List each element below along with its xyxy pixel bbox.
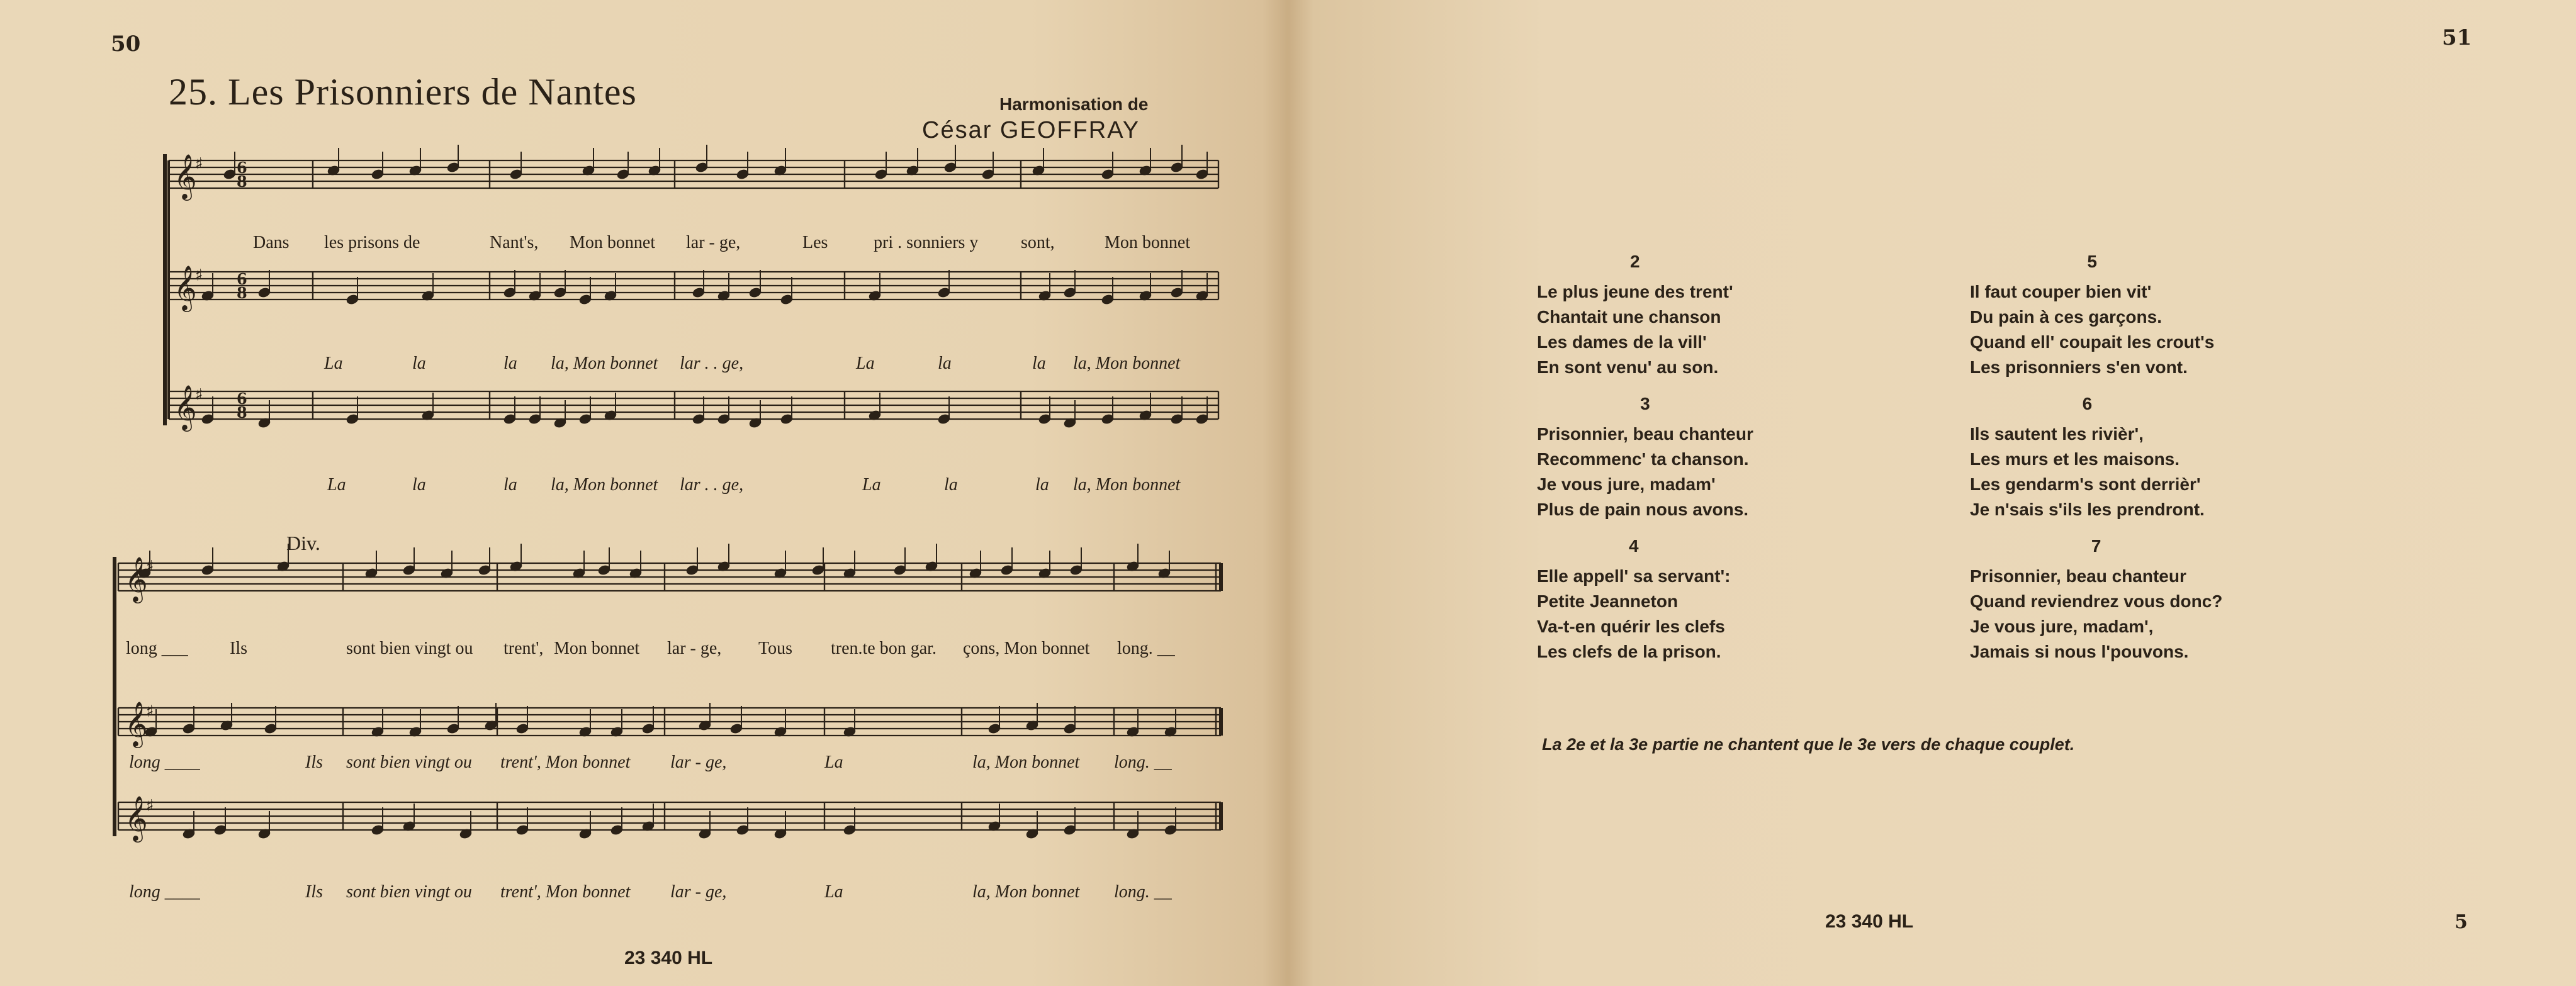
stanza-line: Recommenc' ta chanson. [1537,449,1749,469]
lyric-syllable: sont, [1021,233,1055,252]
sharp-key-signature: ♯ [146,797,154,815]
right-page [1278,0,2576,986]
stanza-line: Ils sautent les rivièr', [1970,424,2144,444]
lyric-syllable: Mon bonnet [1105,233,1191,252]
page-number: 51 [2442,25,2472,50]
page-number: 50 [111,31,141,57]
stanza-line: Les murs et les maisons. [1970,449,2180,469]
stanza-line: Il faut couper bien vit' [1970,282,2152,301]
lyric-syllable: Ils [230,639,247,658]
stanza-line: Je n'sais s'ils les prendront. [1970,500,2205,519]
stanza-line: Elle appell' sa servant': [1537,566,1731,586]
lyric-syllable: trent', Mon bonnet [500,753,631,772]
stanza-3 [1537,391,1753,522]
stanza-line: Prisonnier, beau chanteur [1970,566,2186,586]
stanza-line: Chantait une chanson [1537,307,1721,327]
lyric-syllable: long. __ [1117,639,1175,658]
time-signature: 6 [237,159,247,177]
lyric-syllable: la, Mon bonnet [1073,475,1181,495]
lyric-syllable: lar - ge, [686,233,741,252]
stanza-4 [1537,534,1730,664]
sharp-key-signature: ♯ [146,557,154,576]
stanza-number: 7 [2091,536,2101,556]
lyric-syllable: Les [802,233,828,252]
stanza-6 [1970,391,2205,522]
lyric-syllable: trent', Mon bonnet [500,882,631,902]
lyric-syllable: La [824,753,843,772]
lyric-syllable: sont bien vingt ou [346,753,472,772]
stanza-2 [1537,249,1733,380]
treble-clef: 𝄞 [174,153,197,199]
lyric-syllable: lar - ge, [670,753,727,772]
lyric-syllable: tren.te bon gar. [831,639,936,658]
time-signature: 8 [237,284,247,302]
lyric-syllable: la [503,354,517,373]
stanza-7 [1970,534,2222,664]
lyric-syllable: Dans [253,233,290,252]
lyric-syllable: la [503,475,517,495]
lyric-syllable: la [412,354,426,373]
stanza-line: Prisonnier, beau chanteur [1537,424,1753,444]
song-title: 25. Les Prisonniers de Nantes [169,71,637,113]
lyric-syllable: trent', [503,639,544,658]
lyric-syllable: sont bien vingt ou [346,882,472,902]
treble-clef: 𝄞 [125,556,148,602]
stanza-line: En sont venu' au son. [1537,357,1719,377]
performance-note: La 2e et la 3e partie ne chantent que le 3e vers de chaque couplet. [1542,735,2075,754]
footer-page-number: 5 [2455,911,2468,933]
stanza-line: Je vous jure, madam', [1970,617,2154,636]
treble-clef: 𝄞 [125,795,148,841]
lyric-syllable: la [1035,475,1049,495]
lyric-syllable: la [944,475,958,495]
lyric-syllable: Tous [758,639,793,658]
stanza-line: Plus de pain nous avons. [1537,500,1749,519]
stanza-number: 4 [1628,536,1639,556]
lyric-syllable: pri . sonniers y [874,233,979,252]
sharp-key-signature: ♯ [195,266,203,285]
lyric-syllable: Ils [305,753,323,772]
lyric-syllable: Nant's, [490,233,539,252]
sharp-key-signature: ♯ [195,386,203,405]
lyric-syllable: Mon bonnet [570,233,656,252]
lyric-syllable: La [862,475,881,495]
time-signature: 8 [237,172,247,191]
stanza-line: Les clefs de la prison. [1537,642,1721,661]
stanza-number: 2 [1630,252,1640,271]
lyric-syllable: çons, Mon bonnet [963,639,1090,658]
lyric-syllable: lar . . ge, [680,475,744,495]
lyric-syllable: lar . . ge, [680,354,744,373]
sharp-key-signature: ♯ [146,702,154,721]
stanza-line: Les dames de la vill' [1537,332,1707,352]
lyric-syllable: lar - ge, [667,639,722,658]
harmoniser-name: César GEOFFRAY [922,117,1140,143]
lyric-syllable: long. __ [1114,753,1172,772]
time-signature: 6 [237,389,247,408]
treble-clef: 𝄞 [174,264,197,310]
stanza-5 [1970,249,2214,380]
lyric-syllable: lar - ge, [670,882,727,902]
lyric-syllable: la [938,354,952,373]
treble-clef: 𝄞 [125,700,148,746]
division-marking: Div. [286,532,320,554]
stanza-line: Jamais si nous l'pouvons. [1970,642,2189,661]
lyric-syllable: sont bien vingt ou [346,639,473,658]
stanza-number: 3 [1640,394,1650,413]
stanza-line: Je vous jure, madam' [1537,474,1716,494]
lyric-syllable: La [824,882,843,902]
stanza-line: Va-t-en quérir les clefs [1537,617,1725,636]
lyric-syllable: Ils [305,882,323,902]
stanza-line: Du pain à ces garçons. [1970,307,2162,327]
lyric-syllable: Mon bonnet [554,639,640,658]
lyric-syllable: la, Mon bonnet [551,354,658,373]
stanza-line: Quand reviendrez vous donc? [1970,591,2223,611]
stanza-number: 6 [2082,394,2093,413]
time-signature: 8 [237,403,247,422]
lyric-syllable: La [856,354,875,373]
lyric-syllable: la, Mon bonnet [1073,354,1181,373]
time-signature: 6 [237,270,247,288]
lyric-syllable: long ___ [126,639,188,658]
harmonisation-label: Harmonisation de [999,94,1149,114]
lyric-syllable: les prisons de [324,233,420,252]
lyric-syllable: long. __ [1114,882,1172,902]
stanza-line: Quand ell' coupait les crout's [1970,332,2215,352]
lyric-syllable: la, Mon bonnet [551,475,658,495]
lyric-syllable: La [327,475,346,495]
lyric-syllable: la, Mon bonnet [972,882,1080,902]
catalog-number: 23 340 HL [1825,911,1914,932]
catalog-number: 23 340 HL [624,948,713,968]
stanza-number: 5 [2087,252,2097,271]
stanza-line: Les gendarm's sont derrièr' [1970,474,2201,494]
treble-clef: 𝄞 [174,384,197,430]
lyric-syllable: la, Mon bonnet [972,753,1080,772]
sharp-key-signature: ♯ [195,155,203,174]
lyric-syllable: long ____ [129,882,200,902]
stanza-line: Le plus jeune des trent' [1537,282,1733,301]
lyric-syllable: la [412,475,426,495]
lyric-syllable: long ____ [129,753,200,772]
stanza-line: Petite Jeanneton [1537,591,1679,611]
lyric-syllable: la [1032,354,1046,373]
stanza-line: Les prisonniers s'en vont. [1970,357,2188,377]
lyric-syllable: La [324,354,343,373]
